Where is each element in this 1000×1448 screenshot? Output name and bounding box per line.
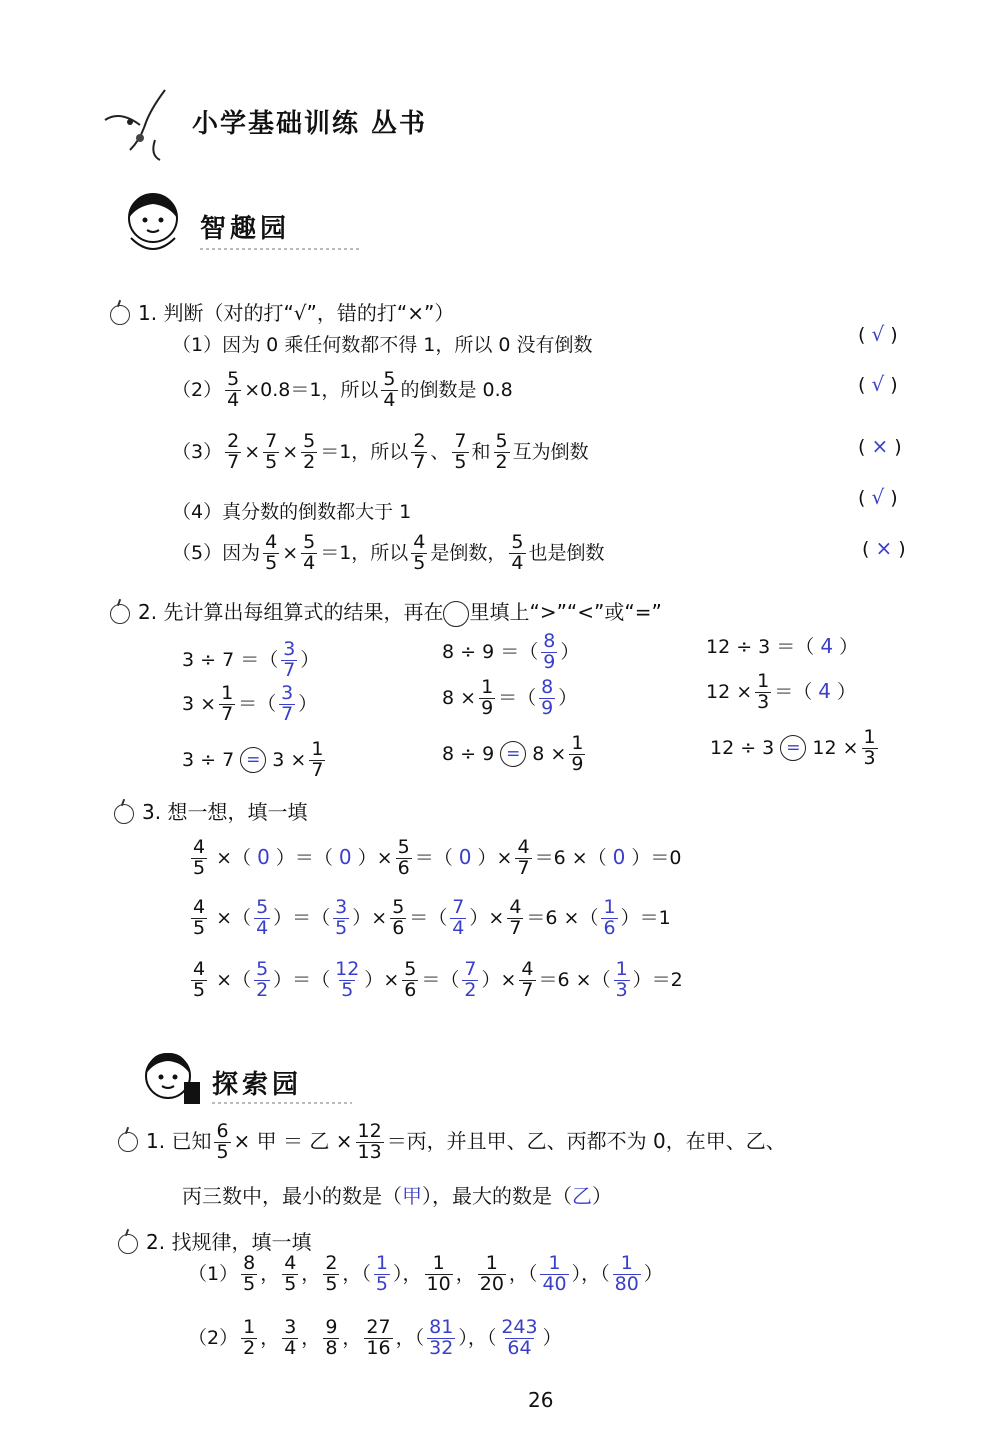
compare-row-col1: 3 ÷ 7 = 3 × $\frac{1}{7}$	[182, 738, 324, 781]
judge-item-4: （4）真分数的倒数都大于 1	[172, 501, 412, 523]
apple-bullet-icon	[114, 804, 134, 824]
question-2-prompt: 2. 先计算出每组算式的结果，再在 里填上“>”“<”或“=”	[110, 596, 662, 627]
apple-bullet-icon	[110, 604, 130, 624]
pattern-row-1: （1） $\frac{8}{5}$ ， $\frac{4}{5}$ ， $\frac{2}{5}$ ，（ $\frac{1}{5}$ ）， $\frac{1}{10}$ ， $\frac{1}{20}$ ，（ $\frac{1}{40}$ ），（ $\frac{1}{80}$ ）	[188, 1252, 663, 1295]
fill-row-3: $\frac{4}{5}$ ×（ $\frac{5}{2}$ ）＝（ $\frac{12}{5}$ ）× $\frac{5}{6}$ ＝（ $\frac{7}{2}$ ）× $\frac{4}{7}$ ＝6 ×（ $\frac{1}{3}$ ）＝2	[193, 958, 683, 1001]
calc-row2-col3: 12 × $\frac{1}{3}$ ＝（ 4 ）	[706, 670, 857, 713]
apple-bullet-icon	[118, 1234, 138, 1254]
section-underline	[212, 1100, 352, 1106]
header-flourish-icon	[95, 80, 185, 170]
judge-mark-5: ( × )	[862, 536, 906, 560]
section-title-zhiquyuan: 智趣园	[200, 214, 291, 244]
calc-row1-col1: 3 ÷ 7 ＝（ $\frac{3}{7}$ ）	[182, 638, 320, 681]
calc-row2-col1: 3 × $\frac{1}{7}$ ＝（ $\frac{3}{7}$ ）	[182, 682, 318, 725]
section-title-tansuoyuan: 探索园	[212, 1070, 303, 1100]
calc-row1-col2: 8 ÷ 9 ＝（ $\frac{8}{9}$ ）	[442, 630, 580, 673]
girl-mascot-icon	[128, 1046, 208, 1112]
fill-row-2: $\frac{4}{5}$ ×（ $\frac{5}{4}$ ）＝（ $\frac{3}{5}$ ）× $\frac{5}{6}$ ＝（ $\frac{7}{4}$ ）× $\frac{4}{7}$ ＝6 ×（ $\frac{1}{6}$ ）＝1	[193, 896, 671, 939]
section-underline	[200, 246, 360, 252]
calc-row1-col3: 12 ÷ 3 ＝（ 4 ）	[706, 634, 859, 658]
question-1-prompt: 1. 判断（对的打“√”，错的打“×”）	[110, 297, 454, 326]
question-3-prompt: 3. 想一想，填一填	[114, 796, 307, 825]
compare-row-col3: 12 ÷ 3 = 12 × $\frac{1}{3}$	[710, 726, 876, 769]
apple-bullet-icon	[118, 1132, 138, 1152]
judge-mark-4: ( √ )	[858, 485, 898, 509]
judge-item-3: （3） $\frac{2}{7}$ × $\frac{7}{5}$ × $\frac{5}{2}$ ＝1，所以 $\frac{2}{7}$ 、 $\frac{7}{5}$ 和 $\frac{5}{2}$ 互为倒数	[172, 430, 589, 473]
fill-row-1: $\frac{4}{5}$ ×（ 0 ）＝（ 0 ）× $\frac{5}{6}$ ＝（ 0 ）× $\frac{4}{7}$ ＝6 ×（ 0 ）＝0	[193, 836, 682, 879]
pattern-row-2: （2） $\frac{1}{2}$ ， $\frac{3}{4}$ ， $\frac{9}{8}$ ， $\frac{27}{16}$ ，（ $\frac{81}{32}$ ），（ $\frac{243}{64}$ ）	[188, 1316, 562, 1359]
explore-question-1-line2: 丙三数中，最小的数是（甲），最大的数是（乙）	[182, 1184, 612, 1208]
judge-item-2: （2） $\frac{5}{4}$ ×0.8＝1，所以 $\frac{5}{4}$ 的倒数是 0.8	[172, 368, 513, 411]
judge-mark-1: ( √ )	[858, 322, 898, 346]
explore-question-2-prompt: 2. 找规律，填一填	[118, 1226, 311, 1255]
compare-row-col2: 8 ÷ 9 = 8 × $\frac{1}{9}$	[442, 732, 584, 775]
book-series-title: 小学基础训练 丛书	[192, 109, 428, 139]
judge-mark-2: ( √ )	[858, 372, 898, 396]
girl-mascot-icon	[113, 188, 193, 260]
compare-circle-icon	[443, 601, 469, 627]
calc-row2-col2: 8 × $\frac{1}{9}$ ＝（ $\frac{8}{9}$ ）	[442, 676, 578, 719]
page-number: 26	[528, 1388, 554, 1412]
judge-item-1: （1）因为 0 乘任何数都不得 1，所以 0 没有倒数	[172, 334, 593, 356]
judge-item-5: （5）因为 $\frac{4}{5}$ × $\frac{5}{4}$ ＝1，所以 $\frac{4}{5}$ 是倒数， $\frac{5}{4}$ 也是倒数	[172, 531, 605, 574]
judge-mark-3: ( × )	[858, 434, 902, 458]
apple-bullet-icon	[110, 305, 130, 325]
explore-question-1-line1: 1. 已知 $\frac{6}{5}$ × 甲 ＝ 乙 × $\frac{12}{13}$ ＝丙，并且甲、乙、丙都不为 0，在甲、乙、	[118, 1122, 786, 1163]
